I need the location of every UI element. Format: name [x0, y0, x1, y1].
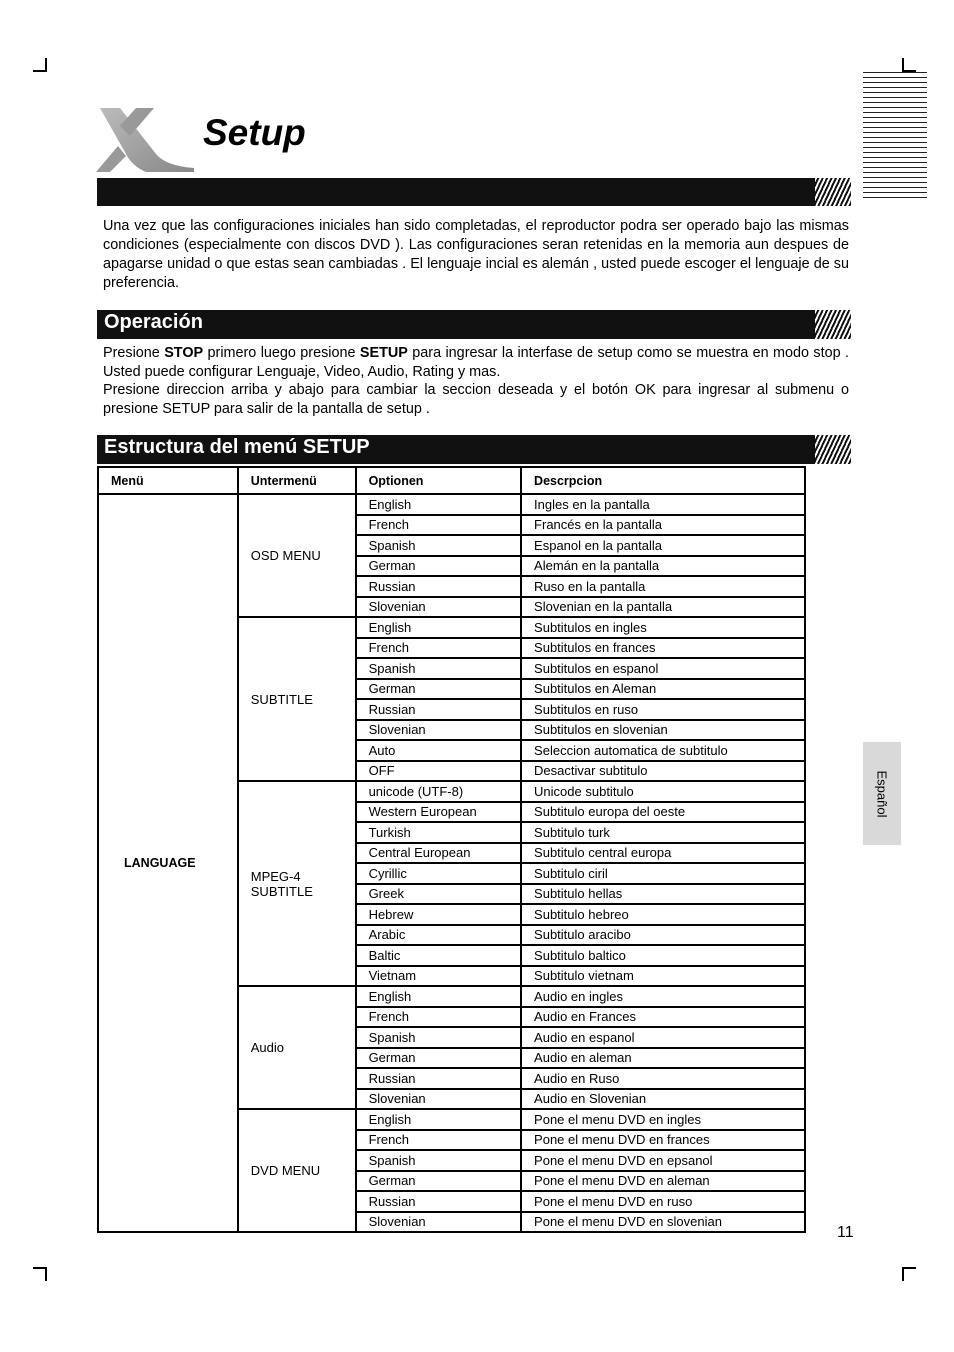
option-cell: French — [356, 1007, 521, 1028]
operation-heading: Operación — [104, 311, 203, 333]
option-cell: Central European — [356, 843, 521, 864]
stop-key-label: STOP — [164, 345, 204, 361]
crop-mark-top-right — [902, 58, 916, 72]
structure-heading: Estructura del menú SETUP — [104, 436, 370, 458]
description-cell: Pone el menu DVD en ingles — [521, 1109, 805, 1130]
description-cell: Espanol en la pantalla — [521, 535, 805, 556]
description-cell: Slovenian en la pantalla — [521, 597, 805, 618]
page-title: Setup — [203, 112, 306, 153]
description-cell: Subtitulos en frances — [521, 638, 805, 659]
description-cell: Subtitulos en ruso — [521, 699, 805, 720]
option-cell: Hebrew — [356, 904, 521, 925]
description-cell: Pone el menu DVD en epsanol — [521, 1150, 805, 1171]
crop-mark-top-left — [33, 58, 47, 72]
description-cell: Alemán en la pantalla — [521, 556, 805, 577]
option-cell: Spanish — [356, 658, 521, 679]
description-cell: Pone el menu DVD en slovenian — [521, 1212, 805, 1233]
option-cell: Slovenian — [356, 720, 521, 741]
option-cell: Auto — [356, 740, 521, 761]
option-cell: Russian — [356, 576, 521, 597]
option-cell: German — [356, 1048, 521, 1069]
option-cell: Western European — [356, 802, 521, 823]
description-cell: Pone el menu DVD en aleman — [521, 1171, 805, 1192]
description-cell: Subtitulo vietnam — [521, 966, 805, 987]
menu-cell: LANGUAGE — [98, 494, 238, 1232]
description-cell: Subtitulo turk — [521, 822, 805, 843]
option-cell: OFF — [356, 761, 521, 782]
description-cell: Subtitulos en ingles — [521, 617, 805, 638]
crop-mark-bottom-right — [902, 1267, 916, 1281]
table-header-row — [98, 467, 805, 494]
structure-heading-bar — [97, 435, 851, 464]
table-row — [98, 494, 805, 515]
description-cell: Subtitulo baltico — [521, 945, 805, 966]
description-cell: Subtitulo ciril — [521, 863, 805, 884]
option-cell: Baltic — [356, 945, 521, 966]
col-header-submenu: Untermenü — [238, 467, 356, 494]
setup-key-label: SETUP — [359, 345, 408, 361]
option-cell: Greek — [356, 884, 521, 905]
language-side-tab: Español — [863, 742, 901, 845]
submenu-cell: MPEG-4 SUBTITLE — [238, 781, 356, 986]
description-cell: Desactivar subtitulo — [521, 761, 805, 782]
option-cell: English — [356, 494, 521, 515]
operation-paragraph-2: Presione direccion arriba y abajo para cambiar la seccion deseada y el botón OK para ingresar al submenu o presione SETUP para salir de la pantalla de setup . — [103, 382, 849, 417]
submenu-cell: OSD MENU — [238, 494, 356, 617]
description-cell: Pone el menu DVD en ruso — [521, 1191, 805, 1212]
option-cell: Russian — [356, 1191, 521, 1212]
submenu-cell: SUBTITLE — [238, 617, 356, 781]
option-cell: French — [356, 1130, 521, 1151]
option-cell: German — [356, 556, 521, 577]
description-cell: Ruso en la pantalla — [521, 576, 805, 597]
description-cell: Pone el menu DVD en frances — [521, 1130, 805, 1151]
description-cell: Audio en Slovenian — [521, 1089, 805, 1110]
option-cell: English — [356, 986, 521, 1007]
option-cell: Russian — [356, 699, 521, 720]
brand-x-logo-icon — [96, 106, 196, 172]
submenu-cell: DVD MENU — [238, 1109, 356, 1232]
description-cell: Ingles en la pantalla — [521, 494, 805, 515]
option-cell: Spanish — [356, 535, 521, 556]
operation-heading-bar — [97, 310, 851, 339]
operation-paragraph: Presione STOP primero luego presione SETUP para ingresar la interfase de setup como se muestra en modo stop . Usted puede configurar Lenguaje, Video, Audio, Rating y mas. — [103, 345, 850, 380]
description-cell: Subtitulos en espanol — [521, 658, 805, 679]
option-cell: Slovenian — [356, 1212, 521, 1233]
option-cell: Spanish — [356, 1027, 521, 1048]
option-cell: German — [356, 1171, 521, 1192]
option-cell: Vietnam — [356, 966, 521, 987]
option-cell: Arabic — [356, 925, 521, 946]
description-cell: Subtitulo hebreo — [521, 904, 805, 925]
col-header-description: Descrpcion — [521, 467, 805, 494]
description-cell: Audio en Frances — [521, 1007, 805, 1028]
description-cell: Audio en Ruso — [521, 1068, 805, 1089]
option-cell: unicode (UTF-8) — [356, 781, 521, 802]
intro-paragraph: Una vez que las configuraciones iniciales han sido completadas, el reproductor podra ser operado bajo las mismas condiciones (especialmente con discos DVD ). Las configuraciones seran retenidas en la memoria aun despues de apagarse unidad o que estas sean cambiadas . El lenguaje incial es alemán , usted puede escoger el lenguaje de su preferencia. — [103, 218, 849, 291]
description-cell: Unicode subtitulo — [521, 781, 805, 802]
decorative-stripes — [863, 72, 927, 198]
description-cell: Audio en ingles — [521, 986, 805, 1007]
option-cell: French — [356, 515, 521, 536]
description-cell: Subtitulo hellas — [521, 884, 805, 905]
option-cell: English — [356, 617, 521, 638]
option-cell: French — [356, 638, 521, 659]
description-cell: Audio en espanol — [521, 1027, 805, 1048]
option-cell: Spanish — [356, 1150, 521, 1171]
col-header-options: Optionen — [356, 467, 521, 494]
description-cell: Seleccion automatica de subtitulo — [521, 740, 805, 761]
option-cell: Russian — [356, 1068, 521, 1089]
option-cell: Turkish — [356, 822, 521, 843]
description-cell: Francés en la pantalla — [521, 515, 805, 536]
option-cell: Slovenian — [356, 1089, 521, 1110]
option-cell: Cyrillic — [356, 863, 521, 884]
header-bar — [97, 178, 851, 206]
description-cell: Subtitulos en Aleman — [521, 679, 805, 700]
description-cell: Subtitulos en slovenian — [521, 720, 805, 741]
page-number: 11 — [837, 1224, 854, 1241]
description-cell: Subtitulo central europa — [521, 843, 805, 864]
submenu-cell: Audio — [238, 986, 356, 1109]
col-header-menu: Menü — [98, 467, 238, 494]
description-cell: Audio en aleman — [521, 1048, 805, 1069]
description-cell: Subtitulo aracibo — [521, 925, 805, 946]
setup-menu-table — [97, 466, 806, 1233]
description-cell: Subtitulo europa del oeste — [521, 802, 805, 823]
option-cell: German — [356, 679, 521, 700]
crop-mark-bottom-left — [33, 1267, 47, 1281]
option-cell: Slovenian — [356, 597, 521, 618]
option-cell: English — [356, 1109, 521, 1130]
